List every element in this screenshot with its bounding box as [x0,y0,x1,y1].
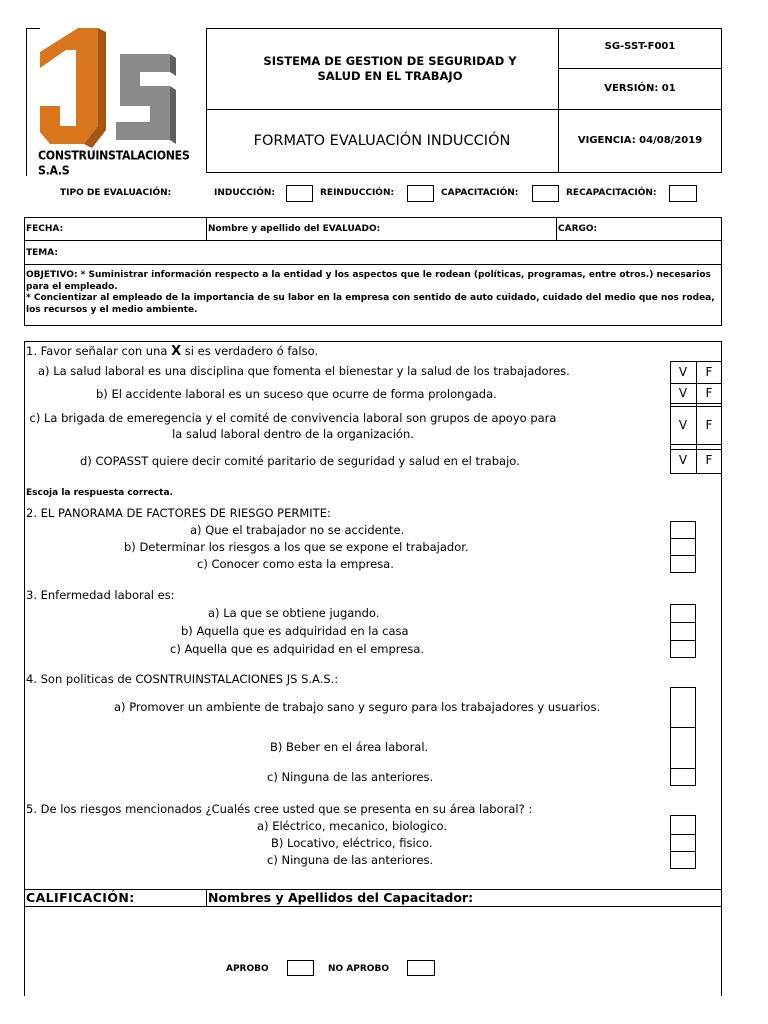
q1d-true-option[interactable]: V [678,453,688,467]
pass-checkbox[interactable] [287,960,314,976]
role-field[interactable]: CARGO: [558,224,598,234]
question-5-option-b: B) Locativo, eléctrico, fisico. [271,836,433,850]
option-induction-checkbox[interactable] [286,185,313,202]
option-training-checkbox[interactable] [532,185,559,202]
question-4-option-a: a) Promover un ambiente de trabajo sano y seguro para los trabajadores y usuarios. [114,700,601,714]
document-validity: VIGENCIA: 04/08/2019 [577,135,703,146]
question-1-item-b: b) El accidente laboral es un suceso que ocurre de forma prolongada. [96,387,497,401]
option-retraining-checkbox[interactable] [669,185,697,202]
question-3-option-b: b) Aquella que es adquiridad en la casa [181,624,409,638]
question-5-answer-a[interactable] [670,815,696,835]
objective-line-1: OBJETIVO: * Suministrar información respecto a la entidad y los aspectos que le rodean (políticas, programas, entre otros.) necesarios para el empleado. [26,270,711,292]
question-3-answer-b[interactable] [670,622,696,641]
document-code: SG-SST-F001 [604,41,676,52]
question-2-answer-a[interactable] [670,521,696,539]
question-5-statement: 5. De los riesgos mencionados ¿Cualés cree usted que se presenta en su área laboral? : [26,802,533,816]
q1c-true-option[interactable]: V [678,418,688,432]
question-4-option-c: c) Ninguna de las anteriores. [267,770,434,784]
question-3-option-c: c) Aquella que es adquiridad en el empresa. [170,642,425,656]
question-5-answer-c[interactable] [670,851,696,869]
question-5-option-a: a) Eléctrico, mecanico, biologico. [257,819,448,833]
q1a-true-option[interactable]: V [678,365,688,379]
question-2-option-c: c) Conocer como esta la empresa. [197,557,394,571]
system-title: SISTEMA DE GESTION DE SEGURIDAD Y SALUD EN EL TRABAJO [263,54,517,83]
question-1-item-c: c) La brigada de emeregencia y el comité de convivencia laboral son grupos de apoyo para la salud laboral dentro de la organización. [29,411,557,441]
question-2-answer-b[interactable] [670,538,696,556]
date-field[interactable]: FECHA: [26,224,64,234]
question-3-option-a: a) La que se obtiene jugando. [208,606,380,620]
q1a-false-option[interactable]: F [705,365,713,379]
q1b-true-option[interactable]: V [678,386,688,400]
option-induction-label: INDUCCIÓN: [214,188,276,198]
question-1-statement: 1. Favor señalar con una X si es verdadero ó falso. [26,344,319,359]
option-reinduction-label: REINDUCCIÓN: [320,188,395,198]
question-2-statement: 2. EL PANORAMA DE FACTORES DE RIESGO PERMITE: [26,506,331,520]
evaluated-name-field[interactable]: Nombre y apellido del EVALUADO: [208,224,381,234]
question-4-statement: 4. Son politicas de COSNTRUINSTALACIONES JS S.A.S.: [26,672,339,686]
grade-field[interactable]: CALIFICACIÓN: [26,890,135,905]
evaluation-type-label: TIPO DE EVALUACIÓN: [60,188,172,198]
trainer-name-field[interactable]: Nombres y Apellidos del Capacitador: [208,890,474,905]
question-4-answer-b[interactable] [670,727,696,769]
objective-line-2: * Concientizar al empleado de la importancia de su labor en la empresa con sentido de auto cuidado, cuidado del medio que nos rodea, los recursos y el medio ambiente. [26,293,715,315]
option-retraining-label: RECAPACITACIÓN: [566,188,657,198]
question-1-item-d: d) COPASST quiere decir comité paritario de seguridad y salud en el trabajo. [80,454,520,468]
pass-label: APROBO [226,964,269,974]
format-title: FORMATO EVALUACIÓN INDUCCIÓN [253,133,511,149]
question-5-option-c: c) Ninguna de las anteriores. [267,853,434,867]
objective-text [26,270,718,316]
fail-checkbox[interactable] [407,960,435,976]
question-2-option-b: b) Determinar los riesgos a los que se expone el trabajador. [124,540,469,554]
company-name: CONSTRUINSTALACIONES S.A.S [38,148,190,178]
q1b-false-option[interactable]: F [705,386,713,400]
q1d-false-option[interactable]: F [705,453,713,467]
question-3-answer-c[interactable] [670,640,696,658]
question-4-answer-a[interactable] [670,687,696,728]
question-2-answer-c[interactable] [670,555,696,573]
fail-label: NO APROBO [328,964,389,974]
question-3-answer-a[interactable] [670,604,696,623]
question-4-answer-c[interactable] [670,768,696,786]
question-3-statement: 3. Enfermedad laboral es: [26,588,175,602]
question-2-option-a: a) Que el trabajador no se accidente. [190,523,405,537]
question-5-answer-b[interactable] [670,834,696,852]
question-1-item-a: a) La salud laboral es una disciplina que fomenta el bienestar y la salud de los trabajadores. [38,364,570,378]
q1c-false-option[interactable]: F [705,418,713,432]
choose-correct-instruction: Escoja la respuesta correcta. [26,488,173,498]
topic-field[interactable]: TEMA: [26,248,58,258]
document-version: VERSIÓN: 01 [604,83,676,94]
option-reinduction-checkbox[interactable] [407,185,434,202]
question-4-option-b: B) Beber en el área laboral. [270,740,429,754]
option-training-label: CAPACITACIÓN: [441,188,519,198]
